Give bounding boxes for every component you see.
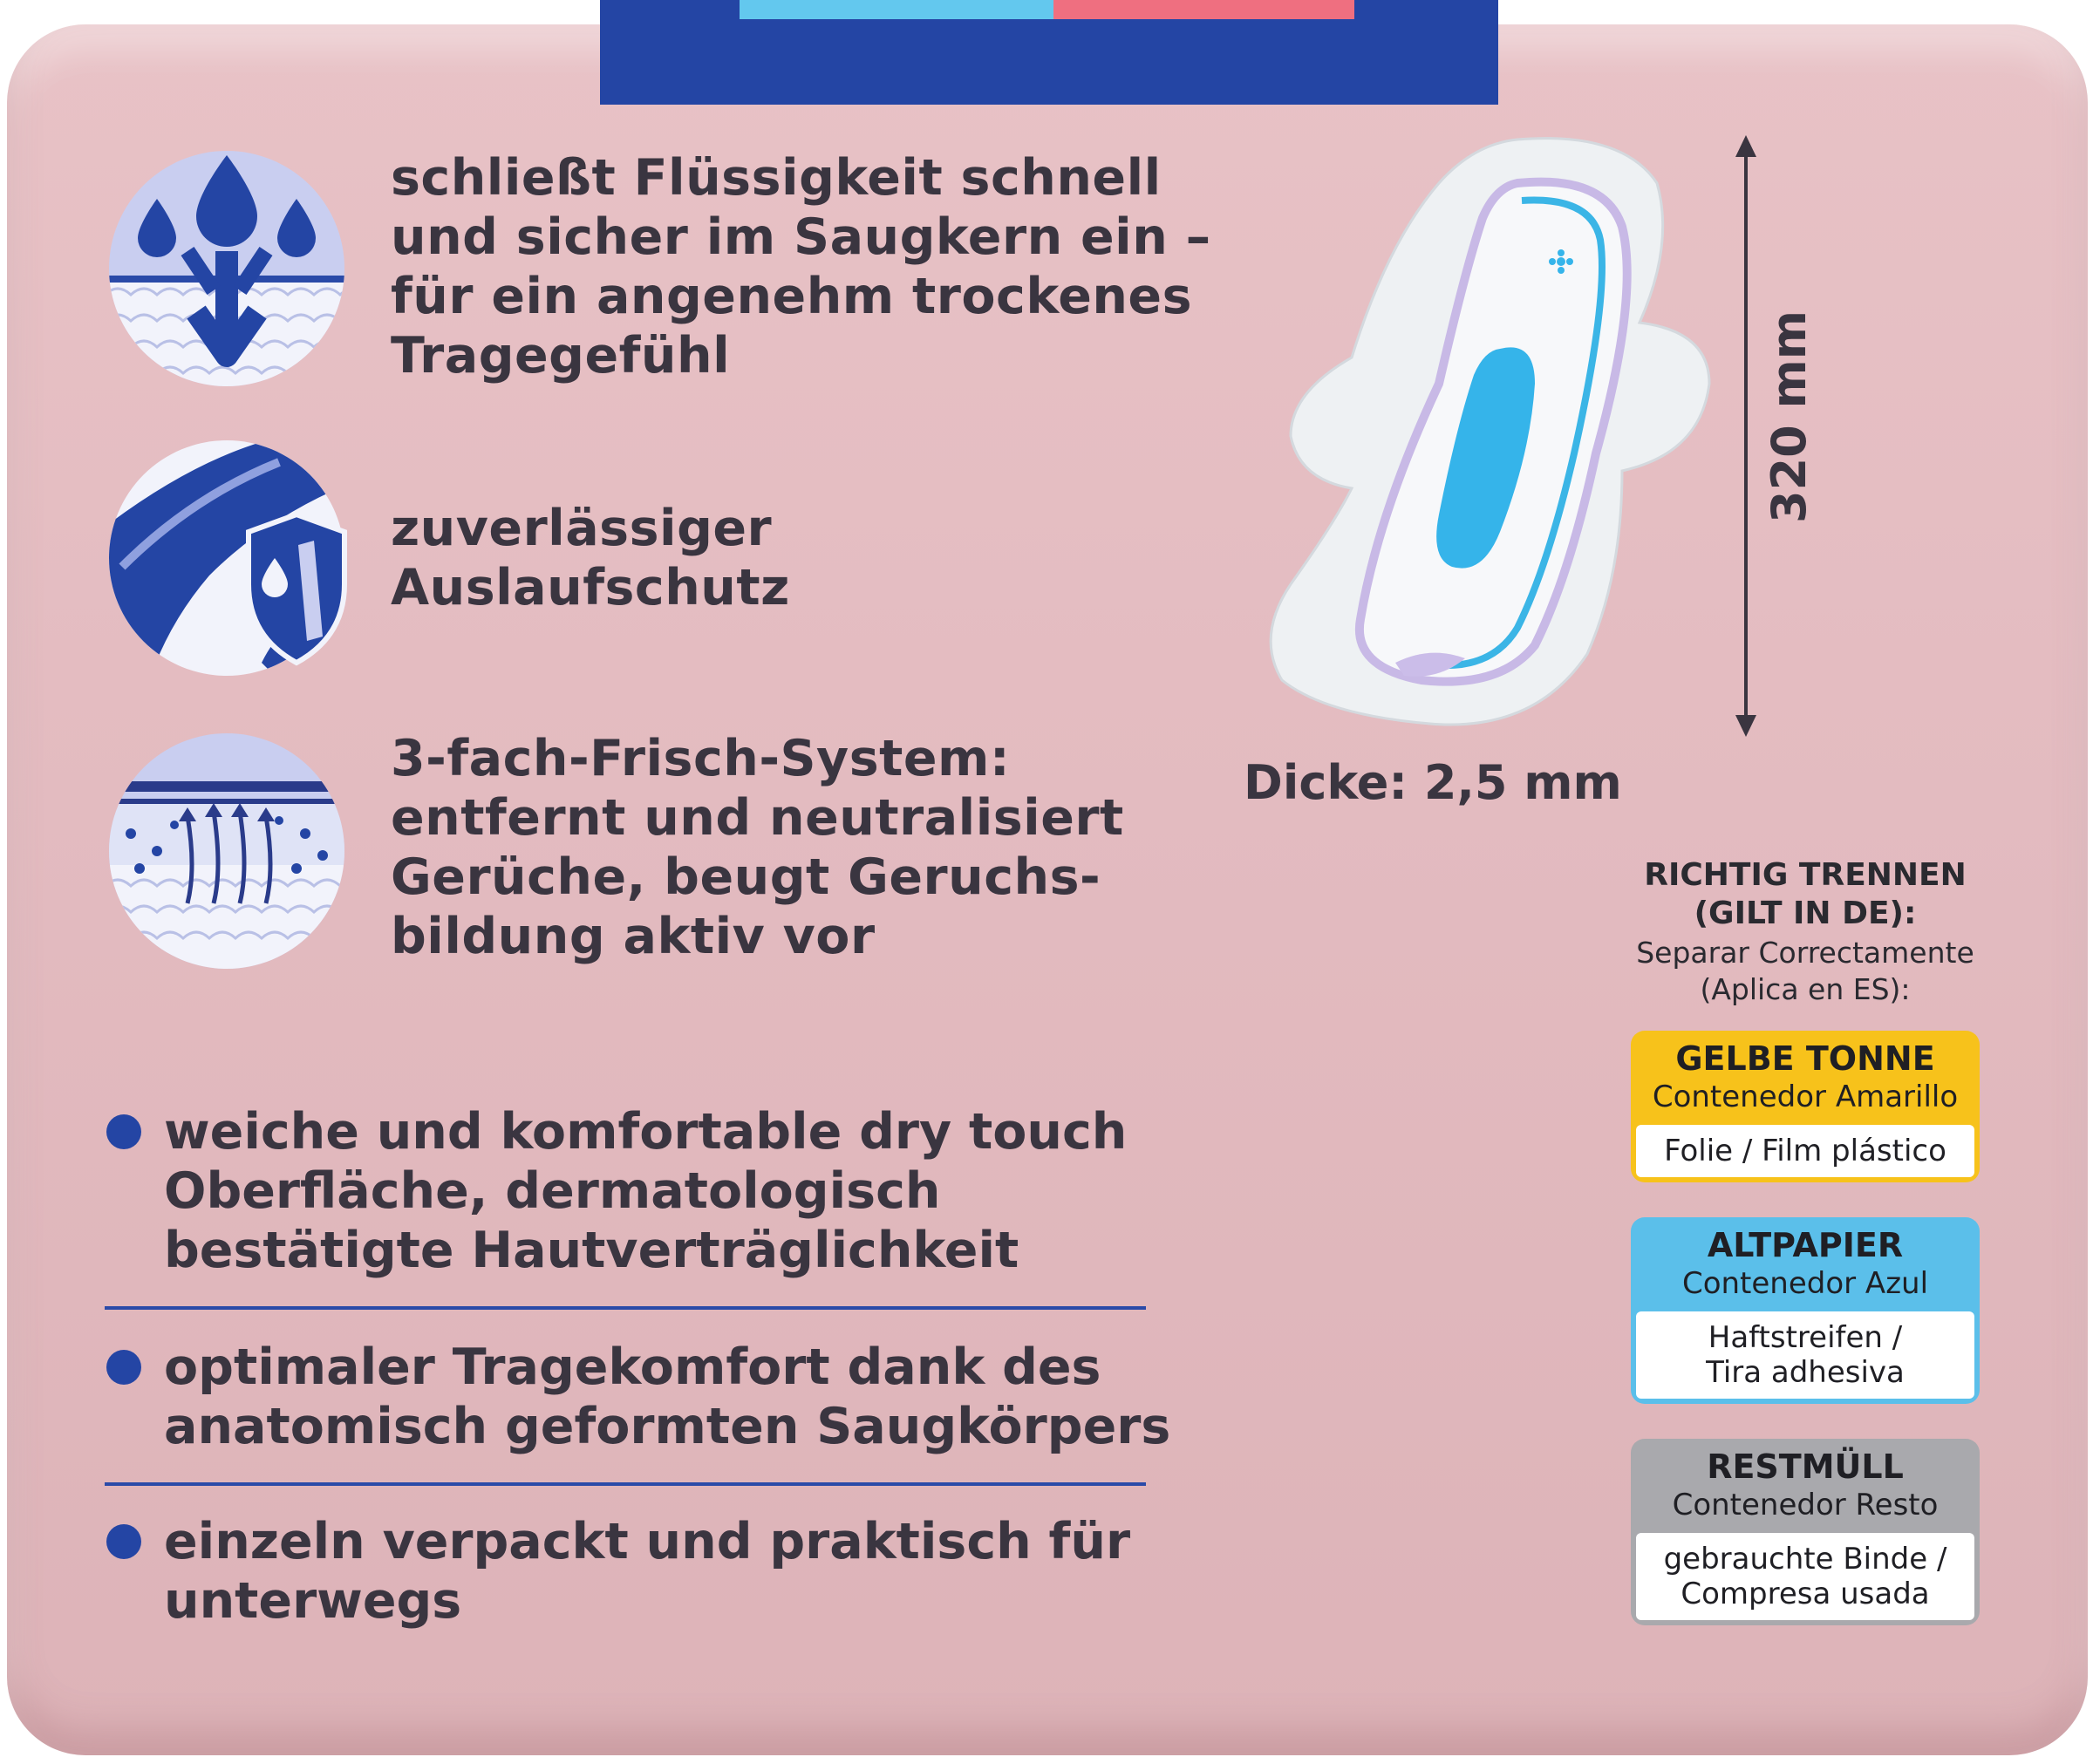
bullet-line: Oberfläche, dermatologisch [164, 1162, 941, 1220]
feature-line: Tragegefühl [391, 327, 731, 385]
feature-text-fresh [391, 729, 1124, 966]
feature-text-leak [391, 499, 790, 617]
feature-line: Auslaufschutz [391, 559, 790, 616]
bin-yellow [1631, 1031, 1980, 1182]
bullet-line: unterwegs [164, 1572, 462, 1630]
top-stripe-blue-overlay [740, 0, 1053, 19]
bin-blue [1631, 1217, 1980, 1404]
bin-header [1631, 1031, 1980, 1125]
bin-name: RESTMÜLL [1707, 1447, 1904, 1486]
top-stripe-red-overlay [1053, 0, 1354, 19]
bin-name-es: Contenedor Resto [1672, 1488, 1939, 1522]
feature-line: zuverlässiger [391, 500, 773, 557]
bin-item: gebrauchte Binde / [1663, 1542, 1947, 1577]
feature-text-absorb [391, 148, 1211, 385]
recycling-title-line: (GILT IN DE): [1694, 896, 1917, 931]
bullet-dot [106, 1350, 141, 1385]
bin-name-es: Contenedor Amarillo [1652, 1080, 1959, 1114]
recycling-title-line: RICHTIG TRENNEN [1644, 857, 1967, 893]
length-dimension-arrow [1728, 131, 1763, 741]
bullet-text-2 [164, 1338, 1170, 1456]
pad-thickness-label: Dicke: 2,5 mm [1244, 755, 1622, 810]
fresh-system-layers-icon [105, 729, 349, 973]
bin-header [1631, 1439, 1980, 1533]
bin-item: Compresa usada [1681, 1577, 1930, 1611]
bin-items [1636, 1311, 1974, 1399]
bullet-dot [106, 1114, 141, 1149]
bullet-line: bestätigte Hautverträglichkeit [164, 1222, 1019, 1279]
feature-line: bildung aktiv vor [391, 908, 876, 965]
bullet-line: weiche und komfortable dry touch [164, 1103, 1128, 1161]
bin-items [1636, 1533, 1974, 1620]
feature-line: für ein angenehm trockenes [391, 268, 1193, 325]
bin-name: GELBE TONNE [1675, 1039, 1935, 1078]
bullet-line: einzeln verpackt und praktisch für [164, 1513, 1131, 1570]
feature-line: entfernt und neutralisiert [391, 789, 1124, 847]
feature-line: und sicher im Saugkern ein – [391, 208, 1211, 266]
bin-grey [1631, 1439, 1980, 1625]
bin-name: ALTPAPIER [1707, 1226, 1904, 1264]
bin-item: Haftstreifen / [1708, 1320, 1903, 1355]
bullet-divider [105, 1306, 1146, 1310]
bullet-text-1 [164, 1102, 1127, 1280]
leak-protection-shield-icon [105, 436, 349, 680]
bullet-dot [106, 1524, 141, 1559]
recycling-subtitle-line: (Aplica en ES): [1700, 972, 1911, 1006]
recycling-subtitle-line: Separar Correctamente [1636, 936, 1974, 970]
bin-item: Folie / Film plástico [1664, 1134, 1946, 1168]
bin-item: Tira adhesiva [1706, 1355, 1905, 1390]
bullet-divider [105, 1482, 1146, 1486]
bullet-line: optimaler Tragekomfort dank des [164, 1338, 1101, 1396]
bullet-text-3 [164, 1512, 1130, 1631]
recycling-title [1605, 856, 2006, 933]
water-drops-absorb-icon [105, 146, 349, 391]
bullet-line: anatomisch geformten Saugkörpers [164, 1398, 1171, 1455]
bin-items [1636, 1125, 1974, 1177]
feature-line: Gerüche, beugt Geruchs- [391, 848, 1101, 906]
brand-top-band-overlay [600, 0, 1498, 105]
bin-header [1631, 1217, 1980, 1311]
sanitary-pad-illustration [1256, 122, 1727, 741]
bin-name-es: Contenedor Azul [1681, 1266, 1929, 1301]
recycling-subtitle [1605, 935, 2006, 1008]
feature-line: 3-fach-Frisch-System: [391, 730, 1011, 787]
pad-length-label: 320 mm [1762, 310, 1817, 523]
feature-line: schließt Flüssigkeit schnell [391, 149, 1162, 207]
